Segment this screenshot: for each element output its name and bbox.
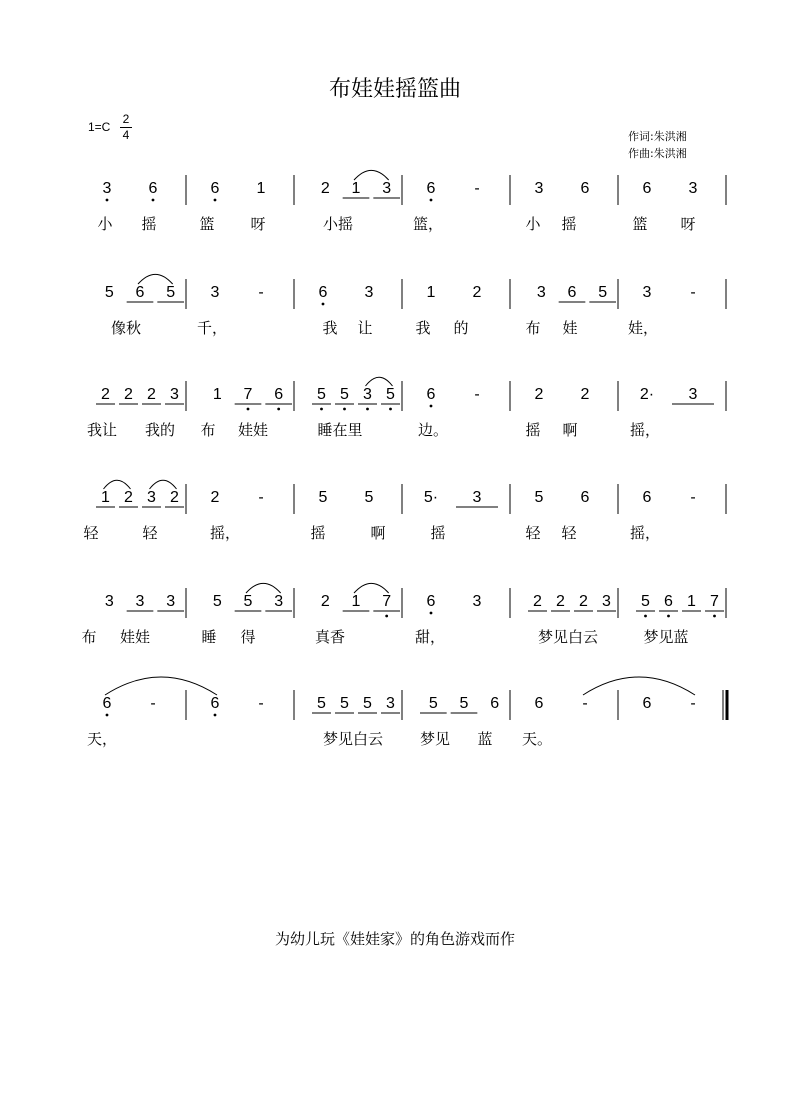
note: 1 bbox=[212, 386, 222, 403]
dash: - bbox=[258, 284, 264, 301]
note: 3 bbox=[135, 593, 145, 610]
lyric-text: 我 bbox=[415, 319, 431, 337]
note: 7 bbox=[243, 386, 253, 403]
lyricist-credit: 作词:朱洪湘 bbox=[628, 130, 687, 143]
note: 1 bbox=[351, 180, 361, 197]
lyric-text: 睡 bbox=[201, 628, 217, 646]
lyric-text: 呀 bbox=[680, 215, 696, 233]
note: 6 bbox=[135, 284, 145, 301]
note: 3 bbox=[472, 593, 482, 610]
lower-octave-dot bbox=[343, 408, 346, 411]
lower-octave-dot bbox=[667, 615, 670, 618]
note: 7 bbox=[382, 593, 392, 610]
lower-octave-dot bbox=[644, 615, 647, 618]
lyric-text: 摇 bbox=[561, 215, 577, 233]
note: 3 bbox=[363, 386, 372, 403]
lyric-text: 布 bbox=[81, 628, 97, 646]
lower-octave-dot bbox=[389, 408, 392, 411]
lyric-text: 边。 bbox=[417, 421, 449, 439]
note: 6 bbox=[490, 695, 500, 712]
lyric-text: 呀 bbox=[250, 215, 266, 233]
note: 6 bbox=[148, 180, 158, 197]
lyric-text: 轻 bbox=[142, 524, 158, 542]
note: 5 bbox=[212, 593, 222, 610]
dash: - bbox=[690, 695, 696, 712]
time-signature-numerator: 2 bbox=[122, 112, 130, 126]
lyric-text: 篮 bbox=[632, 215, 648, 233]
lyric-text: 啊 bbox=[370, 524, 386, 542]
note: 5 bbox=[104, 284, 114, 301]
dash: - bbox=[474, 386, 480, 403]
lyric-text: 摇 bbox=[310, 524, 326, 542]
note: 2 bbox=[124, 489, 133, 506]
lower-octave-dot bbox=[430, 612, 433, 615]
lyric-text: 娃娃 bbox=[237, 421, 269, 439]
note: 2 bbox=[472, 284, 482, 301]
note: 3 bbox=[642, 284, 652, 301]
lyric-text: 让 bbox=[357, 319, 373, 337]
note: 7 bbox=[710, 593, 719, 610]
note: 6 bbox=[210, 180, 220, 197]
note: 1 bbox=[687, 593, 696, 610]
lyric-text: 甜， bbox=[414, 628, 446, 646]
note: 6 bbox=[102, 695, 112, 712]
note: 3 bbox=[147, 489, 156, 506]
lyric-text: 轻 bbox=[525, 524, 541, 542]
note: 5 bbox=[340, 386, 349, 403]
note: 5 bbox=[340, 695, 349, 712]
note: 6 bbox=[580, 180, 590, 197]
composer-credit: 作曲:朱洪湘 bbox=[628, 147, 687, 160]
note: 3 bbox=[166, 593, 176, 610]
note: 3 bbox=[364, 284, 374, 301]
note: 6 bbox=[534, 695, 544, 712]
note: 2· bbox=[639, 386, 655, 403]
note: 1 bbox=[101, 489, 110, 506]
lyric-text: 真香 bbox=[314, 628, 346, 646]
tie-slur bbox=[366, 377, 393, 386]
lower-octave-dot bbox=[214, 199, 217, 202]
lyric-text: 千， bbox=[196, 319, 228, 337]
note: 6 bbox=[318, 284, 328, 301]
lyric-text: 摇 bbox=[525, 421, 541, 439]
lyric-text: 像秋 bbox=[110, 319, 142, 337]
note: 3 bbox=[602, 593, 611, 610]
lower-octave-dot bbox=[322, 303, 325, 306]
note: 2 bbox=[533, 593, 542, 610]
note: 2 bbox=[320, 593, 330, 610]
lower-octave-dot bbox=[247, 408, 250, 411]
note: 6 bbox=[426, 386, 436, 403]
lyric-text: 得 bbox=[240, 628, 256, 646]
note: 6 bbox=[580, 489, 590, 506]
lyric-text: 小 bbox=[97, 215, 113, 233]
tie-slur bbox=[138, 274, 173, 284]
note: 2 bbox=[170, 489, 179, 506]
note: 5 bbox=[364, 489, 374, 506]
note: 6 bbox=[274, 386, 284, 403]
note: 2 bbox=[534, 386, 544, 403]
note: 3 bbox=[688, 180, 698, 197]
tie-slur bbox=[583, 677, 695, 695]
note: 5· bbox=[423, 489, 439, 506]
note: 5 bbox=[459, 695, 469, 712]
dash: - bbox=[258, 695, 264, 712]
note: 6 bbox=[210, 695, 220, 712]
lyric-text: 摇 bbox=[141, 215, 157, 233]
note: 1 bbox=[351, 593, 361, 610]
note: 2 bbox=[580, 386, 590, 403]
note: 5 bbox=[243, 593, 253, 610]
lyric-text: 啊 bbox=[562, 421, 578, 439]
lyric-text: 小 bbox=[525, 215, 541, 233]
note: 6 bbox=[642, 695, 652, 712]
dash: - bbox=[582, 695, 588, 712]
lyric-text: 睡在里 bbox=[317, 421, 363, 439]
lyric-text: 篮 bbox=[199, 215, 215, 233]
note: 3 bbox=[274, 593, 284, 610]
note: 5 bbox=[317, 695, 326, 712]
tie-slur bbox=[246, 583, 281, 593]
lyric-text: 梦见 bbox=[419, 730, 451, 748]
note: 5 bbox=[386, 386, 395, 403]
note: 5 bbox=[317, 386, 326, 403]
note: 3 bbox=[210, 284, 220, 301]
tie-slur bbox=[354, 170, 389, 180]
note: 2 bbox=[210, 489, 220, 506]
note: 6 bbox=[642, 180, 652, 197]
note: 5 bbox=[318, 489, 328, 506]
lower-octave-dot bbox=[277, 408, 280, 411]
note: 3 bbox=[472, 489, 482, 506]
lyric-text: 我的 bbox=[144, 421, 176, 439]
lower-octave-dot bbox=[320, 408, 323, 411]
note: 6 bbox=[664, 593, 673, 610]
tie-slur bbox=[354, 583, 389, 593]
note: 5 bbox=[166, 284, 176, 301]
lyric-text: 天， bbox=[86, 730, 118, 748]
lyric-text: 摇， bbox=[629, 524, 661, 542]
key-signature: 1=C bbox=[88, 120, 111, 134]
note: 2 bbox=[147, 386, 156, 403]
lower-octave-dot bbox=[366, 408, 369, 411]
note: 2 bbox=[556, 593, 565, 610]
lyric-text: 摇， bbox=[209, 524, 241, 542]
dash: - bbox=[258, 489, 264, 506]
lyric-text: 天。 bbox=[521, 730, 553, 748]
note: 3 bbox=[688, 386, 698, 403]
lower-octave-dot bbox=[713, 615, 716, 618]
lyric-text: 蓝 bbox=[477, 730, 493, 748]
lyric-text: 我 bbox=[322, 319, 338, 337]
note: 3 bbox=[170, 386, 179, 403]
lyric-text: 的 bbox=[453, 319, 469, 337]
note: 5 bbox=[534, 489, 544, 506]
lyric-text: 布 bbox=[525, 319, 541, 337]
note: 2 bbox=[320, 180, 330, 197]
note: 2 bbox=[579, 593, 588, 610]
note: 6 bbox=[567, 284, 577, 301]
note: 5 bbox=[598, 284, 608, 301]
note: 3 bbox=[382, 180, 392, 197]
note: 3 bbox=[102, 180, 112, 197]
dash: - bbox=[150, 695, 156, 712]
footer-note: 为幼儿玩《娃娃家》的角色游戏而作 bbox=[274, 930, 515, 948]
note: 3 bbox=[534, 180, 544, 197]
note: 5 bbox=[641, 593, 650, 610]
lyric-text: 布 bbox=[200, 421, 216, 439]
lyric-text: 轻 bbox=[561, 524, 577, 542]
note: 3 bbox=[386, 695, 395, 712]
note: 5 bbox=[428, 695, 438, 712]
lower-octave-dot bbox=[106, 199, 109, 202]
dash: - bbox=[690, 284, 696, 301]
note: 6 bbox=[426, 180, 436, 197]
lyric-text: 摇 bbox=[430, 524, 446, 542]
note: 5 bbox=[363, 695, 372, 712]
lower-octave-dot bbox=[106, 714, 109, 717]
note: 3 bbox=[104, 593, 114, 610]
lyric-text: 梦见蓝 bbox=[643, 628, 689, 646]
dash: - bbox=[474, 180, 480, 197]
page-title: 布娃娃摇篮曲 bbox=[328, 77, 461, 102]
lower-octave-dot bbox=[430, 199, 433, 202]
note: 3 bbox=[536, 284, 546, 301]
note: 6 bbox=[426, 593, 436, 610]
note: 2 bbox=[124, 386, 133, 403]
lower-octave-dot bbox=[385, 615, 388, 618]
lyric-text: 摇， bbox=[629, 421, 661, 439]
note: 1 bbox=[256, 180, 266, 197]
lyric-text: 篮， bbox=[412, 215, 444, 233]
lyric-text: 我让 bbox=[86, 421, 118, 439]
lyric-text: 娃， bbox=[627, 319, 659, 337]
lower-octave-dot bbox=[430, 405, 433, 408]
note: 2 bbox=[101, 386, 110, 403]
tie-slur bbox=[150, 480, 177, 489]
lyric-text: 梦见白云 bbox=[322, 730, 384, 748]
note: 1 bbox=[426, 284, 436, 301]
lyric-text: 轻 bbox=[83, 524, 99, 542]
time-signature-denominator: 4 bbox=[120, 127, 132, 143]
lyric-text: 娃娃 bbox=[119, 628, 151, 646]
tie-slur bbox=[105, 677, 217, 695]
lower-octave-dot bbox=[152, 199, 155, 202]
lyric-text: 娃 bbox=[562, 319, 578, 337]
lower-octave-dot bbox=[214, 714, 217, 717]
lyric-text: 小摇 bbox=[322, 215, 354, 233]
lyric-text: 梦见白云 bbox=[537, 628, 599, 646]
note: 6 bbox=[642, 489, 652, 506]
tie-slur bbox=[104, 480, 131, 489]
dash: - bbox=[690, 489, 696, 506]
